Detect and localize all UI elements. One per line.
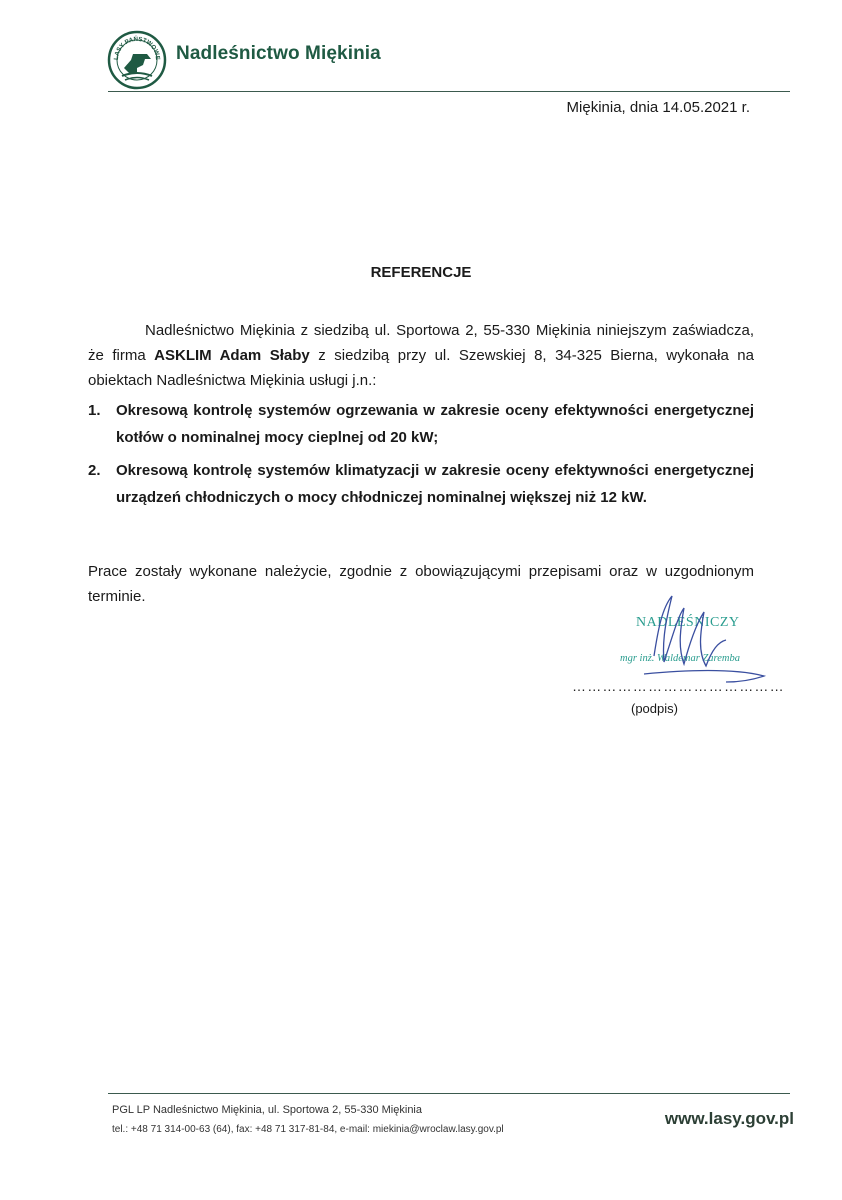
list-item [88, 397, 754, 451]
intro-text-part2: z siedzibą przy ul. Szewskiej 8, 34-325 Bierna, wykonała na obiektach Nadleśnictwa Miękinia usługi j.n.: [88, 347, 754, 389]
logo-arc-text: LASY PAŃSTWOWE [112, 35, 162, 61]
list-item-text: Okresową kontrolę systemów ogrzewania w zakresie oceny efektywności energetycznej kotłów o nominalnej mocy cieplnej od 20 kW; [116, 402, 754, 446]
lasy-panstwowe-logo [107, 30, 167, 90]
closing-paragraph: Prace zostały wykonane należycie, zgodnie z obowiązującymi przepisami oraz w uzgodnionym terminie. [88, 563, 754, 605]
list-item [88, 457, 754, 511]
stamp-name: mgr inż. Waldemar Zaremba [620, 653, 740, 664]
footer-divider [108, 1093, 790, 1094]
list-item-number: 2. [88, 462, 101, 479]
list-item-text: Okresową kontrolę systemów klimatyzacji w zakresie oceny efektywności energetycznej urządzeń chłodniczych o mocy chłodniczej nominalnej większej niż 12 kW. [116, 462, 754, 506]
intro-text-part1: Nadleśnictwo Miękinia z siedzibą ul. Sportowa 2, 55-330 Miękinia niniejszym zaświadcza, że firma [88, 322, 754, 364]
organization-name: Nadleśnictwo Miękinia [176, 43, 381, 64]
signature-label: (podpis) [631, 701, 678, 716]
signature-line: …………………………………… [572, 678, 785, 694]
header-divider [108, 91, 790, 92]
company-name: ASKLIM Adam Słaby [154, 347, 310, 364]
signature-stamp [614, 590, 794, 690]
footer-contact: tel.: +48 71 314-00-63 (64), fax: +48 71 317-81-84, e-mail: miekinia@wroclaw.lasy.gov.pl [112, 1124, 504, 1135]
footer-website: www.lasy.gov.pl [664, 1109, 794, 1128]
date-line: Miękinia, dnia 14.05.2021 r. [566, 99, 750, 116]
list-item-number: 1. [88, 402, 101, 419]
document-title: REFERENCJE [370, 264, 472, 281]
services-list [88, 397, 754, 517]
stamp-title: NADLEŚNICZY [636, 615, 740, 630]
intro-paragraph [88, 318, 754, 393]
footer-address: PGL LP Nadleśnictwo Miękinia, ul. Sportowa 2, 55-330 Miękinia [112, 1104, 422, 1116]
